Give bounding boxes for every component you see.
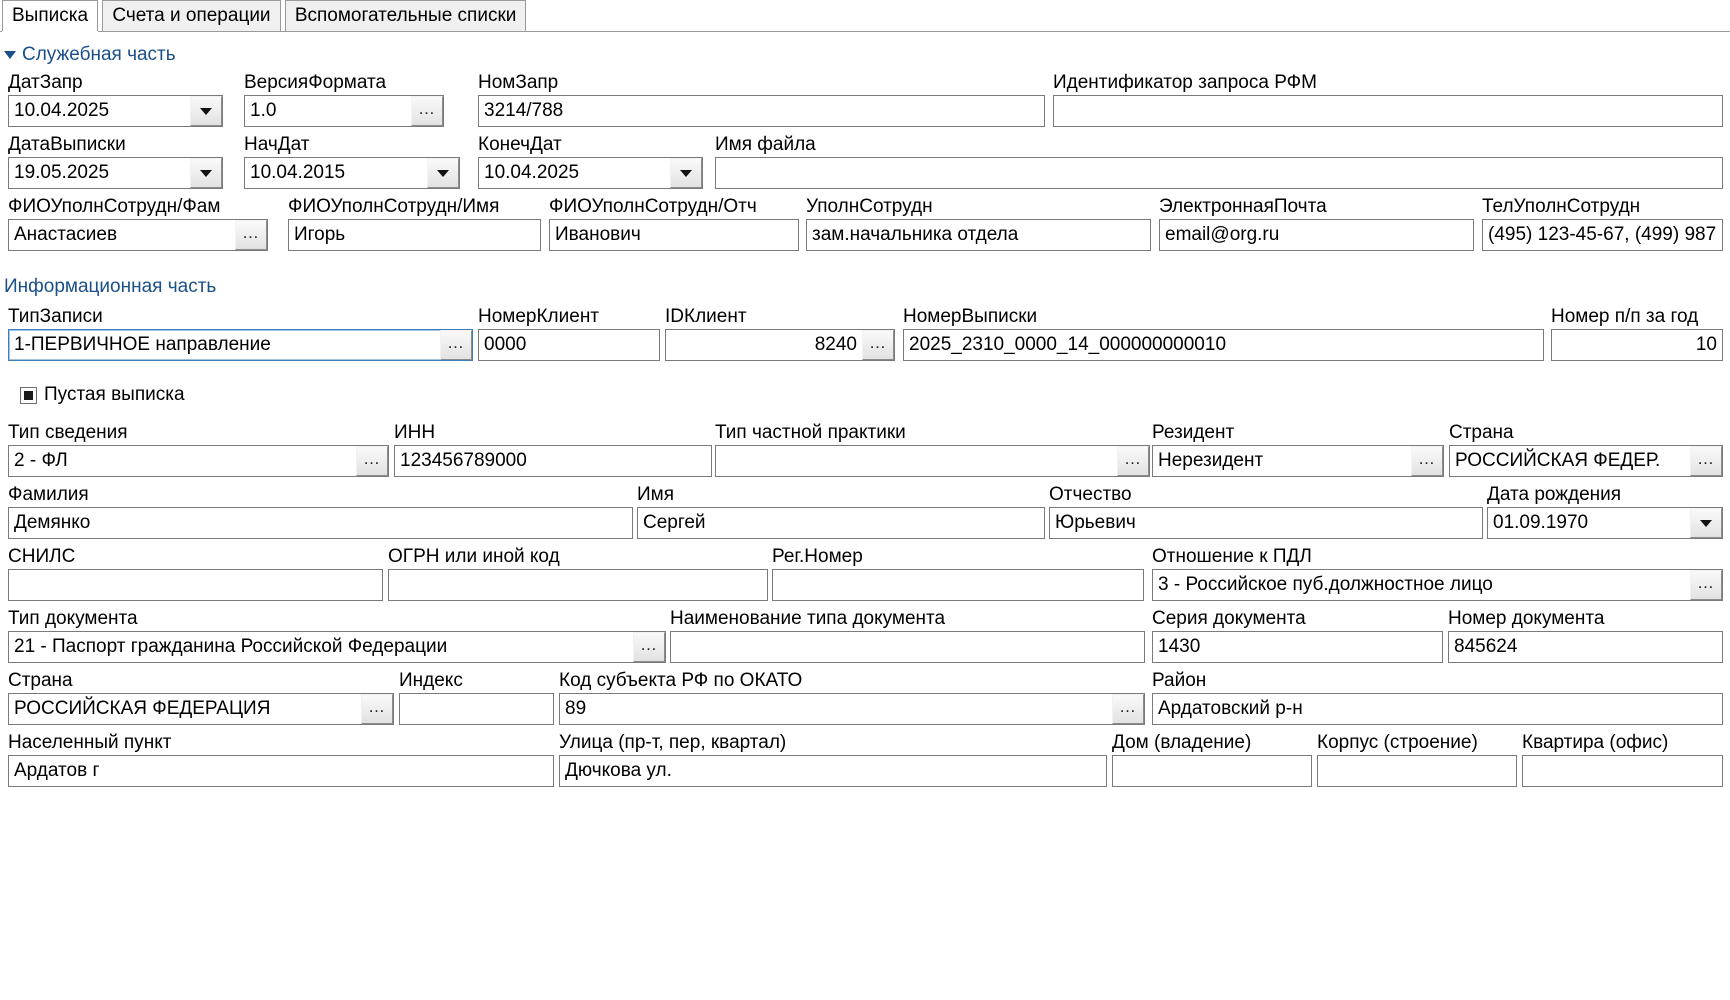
field-snils: [8, 546, 383, 601]
chevron-down-icon: [437, 170, 449, 177]
field-nomer-dokumenta: [1448, 608, 1723, 663]
input-fio-otch[interactable]: [549, 219, 799, 251]
value-rezident: Нерезидент: [1158, 450, 1264, 471]
input-otchestvo[interactable]: [1049, 507, 1483, 539]
input-reg-nomer[interactable]: [772, 569, 1144, 601]
label-email: ЭлектроннаяПочта: [1159, 196, 1327, 217]
label-ogrn: ОГРН или иной код: [388, 546, 560, 567]
value-nom-zapr: 3214/788: [484, 100, 564, 121]
label-nom-zapr: НомЗапр: [478, 72, 559, 93]
input-versiya-formata[interactable]: [244, 95, 444, 127]
label-nomer-dokumenta: Номер документа: [1448, 608, 1605, 629]
dropdown-button-dat-zapr[interactable]: [190, 96, 222, 126]
section-header-info: [0, 270, 1730, 300]
label-rezident: Резидент: [1152, 422, 1235, 443]
label-dat-zapr: ДатЗапр: [8, 72, 83, 93]
field-identifikator-rfm: [1053, 72, 1723, 127]
field-id-klient: [665, 306, 895, 361]
value-familiya: Демянко: [14, 512, 91, 533]
tab-vypiska[interactable]: Выписка: [2, 0, 98, 31]
ellipsis-button-strana-addr[interactable]: …: [361, 694, 393, 724]
field-imya-fayla: [715, 134, 1723, 189]
label-tel: ТелУполнСотрудн: [1482, 196, 1641, 217]
input-naselennyy-punkt[interactable]: [8, 755, 554, 787]
label-korpus: Корпус (строение): [1317, 732, 1478, 753]
value-upoln-sotrudn: зам.начальника отдела: [812, 224, 1019, 245]
input-tel[interactable]: [1482, 219, 1723, 251]
input-email[interactable]: [1159, 219, 1474, 251]
ellipsis-button-kod-okato[interactable]: …: [1112, 694, 1144, 724]
field-email: [1159, 196, 1474, 251]
chevron-down-icon: [1700, 520, 1712, 527]
field-tip-svedeniya: [8, 422, 389, 477]
field-fio-fam: [8, 196, 268, 251]
value-data-rozhdeniya: 01.09.1970: [1493, 512, 1589, 533]
input-naimenovanie-tipa-dok[interactable]: [670, 631, 1145, 663]
input-data-vypiski[interactable]: [8, 157, 223, 189]
label-imya: Имя: [637, 484, 675, 505]
client-row-4: [0, 604, 1730, 666]
value-otnoshenie-pdl: 3 - Российское пуб.должностное лицо: [1158, 574, 1493, 595]
value-otchestvo: Юрьевич: [1055, 512, 1136, 533]
label-nomer-vypiski: НомерВыписки: [903, 306, 1038, 327]
chevron-down-icon: [680, 170, 692, 177]
value-email: email@org.ru: [1165, 224, 1280, 245]
input-data-rozhdeniya[interactable]: [1487, 507, 1723, 539]
service-row-3: [0, 192, 1730, 260]
label-otchestvo: Отчество: [1049, 484, 1132, 505]
input-tip-chastnoy-praktiki[interactable]: [715, 445, 1150, 477]
field-seriya-dokumenta: [1152, 608, 1443, 663]
input-tip-zapisi[interactable]: [8, 329, 473, 361]
section-header-info-label: Информационная часть: [4, 276, 224, 297]
input-nomer-pp[interactable]: [1551, 329, 1723, 361]
input-nomer-klient[interactable]: [478, 329, 660, 361]
checkbox-pustaya-vypiska[interactable]: [20, 384, 185, 406]
service-row-2: [0, 130, 1730, 192]
field-rayon: [1152, 670, 1723, 725]
chevron-down-icon: [200, 108, 212, 115]
section-header-service-label: Служебная часть: [22, 44, 184, 65]
input-snils[interactable]: [8, 569, 383, 601]
client-row-6: [0, 728, 1730, 790]
value-fio-otch: Иванович: [555, 224, 641, 245]
label-tip-zapisi: ТипЗаписи: [8, 306, 103, 327]
value-tip-svedeniya: 2 - ФЛ: [14, 450, 68, 471]
input-otnoshenie-pdl[interactable]: [1152, 569, 1723, 601]
label-kod-okato: Код субъекта РФ по ОКАТО: [559, 670, 803, 691]
dropdown-button-data-vypiski[interactable]: [190, 158, 222, 188]
field-ogrn: [388, 546, 768, 601]
field-data-vypiski: [8, 134, 223, 189]
ellipsis-button-tip-svedeniya[interactable]: …: [356, 446, 388, 476]
divider: [0, 65, 1730, 66]
ellipsis-button-tip-dokumenta[interactable]: …: [633, 632, 665, 662]
input-strana-top[interactable]: [1449, 445, 1723, 477]
field-nomer-pp: [1551, 306, 1723, 361]
label-rayon: Район: [1152, 670, 1207, 691]
input-identifikator-rfm[interactable]: [1053, 95, 1723, 127]
info-row-1: [0, 300, 1730, 366]
field-tip-dokumenta: [8, 608, 666, 663]
label-reg-nomer: Рег.Номер: [772, 546, 863, 567]
dropdown-button-konech-dat[interactable]: [670, 158, 702, 188]
label-versiya-formata: ВерсияФормата: [244, 72, 387, 93]
value-naselennyy-punkt: Ардатов г: [14, 760, 100, 781]
input-nomer-dokumenta[interactable]: [1448, 631, 1723, 663]
label-strana-addr: Страна: [8, 670, 73, 691]
ellipsis-button-fio-fam[interactable]: …: [235, 220, 267, 250]
field-nach-dat: [244, 134, 460, 189]
service-row-1: [0, 68, 1730, 130]
field-fio-imya: [288, 196, 541, 251]
field-fio-otch: [549, 196, 799, 251]
field-nomer-klient: [478, 306, 660, 361]
field-inn: [394, 422, 712, 477]
value-ulitsa: Дючкова ул.: [565, 760, 672, 781]
label-identifikator-rfm: Идентификатор запроса РФМ: [1053, 72, 1317, 93]
value-tip-zapisi: 1-ПЕРВИЧНОЕ направление: [14, 334, 271, 355]
label-indeks: Индекс: [399, 670, 463, 691]
input-korpus[interactable]: [1317, 755, 1517, 787]
input-inn[interactable]: [394, 445, 712, 477]
ellipsis-button-rezident[interactable]: …: [1411, 446, 1443, 476]
input-imya[interactable]: [637, 507, 1045, 539]
label-strana-top: Страна: [1449, 422, 1514, 443]
value-nomer-dokumenta: 845624: [1454, 636, 1518, 657]
input-ogrn[interactable]: [388, 569, 768, 601]
value-fio-fam: Анастасиев: [14, 224, 118, 245]
input-kod-okato[interactable]: [559, 693, 1145, 725]
value-nach-dat: 10.04.2015: [250, 162, 346, 183]
input-strana-addr[interactable]: [8, 693, 394, 725]
label-nomer-pp: Номер п/п за год: [1551, 306, 1699, 327]
input-dat-zapr[interactable]: [8, 95, 223, 127]
value-tip-dokumenta: 21 - Паспорт гражданина Российской Федерации: [14, 636, 448, 657]
field-dat-zapr: [8, 72, 223, 127]
input-konech-dat[interactable]: [478, 157, 703, 189]
value-id-klient: 8240: [814, 334, 857, 355]
ellipsis-button-otnoshenie-pdl[interactable]: …: [1690, 570, 1722, 600]
label-familiya: Фамилия: [8, 484, 89, 505]
section-header-service[interactable]: [0, 38, 1730, 68]
field-kod-okato: [559, 670, 1145, 725]
label-naselennyy-punkt: Населенный пункт: [8, 732, 172, 753]
checkbox-icon[interactable]: [20, 387, 37, 404]
checkbox-label-pustaya-vypiska: Пустая выписка: [44, 384, 185, 405]
field-data-rozhdeniya: [1487, 484, 1723, 539]
field-strana-top: [1449, 422, 1723, 477]
label-fio-imya: ФИОУполнСотрудн/Имя: [288, 196, 500, 217]
label-fio-otch: ФИОУполнСотрудн/Отч: [549, 196, 757, 217]
field-nomer-vypiski: [903, 306, 1544, 361]
field-naimenovanie-tipa-dok: [670, 608, 1145, 663]
input-indeks[interactable]: [399, 693, 554, 725]
label-naimenovanie-tipa-dok: Наименование типа документа: [670, 608, 946, 629]
value-strana-addr: РОССИЙСКАЯ ФЕДЕРАЦИЯ: [14, 698, 271, 719]
ellipsis-button-tip-chastnoy-praktiki[interactable]: …: [1117, 446, 1149, 476]
field-tel: [1482, 196, 1723, 251]
value-tel: (495) 123-45-67, (499) 987: [1488, 224, 1717, 245]
label-otnoshenie-pdl: Отношение к ПДЛ: [1152, 546, 1312, 567]
field-imya: [637, 484, 1045, 539]
input-tip-dokumenta[interactable]: [8, 631, 666, 663]
label-fio-fam: ФИОУполнСотрудн/Фам: [8, 196, 221, 217]
value-imya: Сергей: [643, 512, 706, 533]
label-ulitsa: Улица (пр-т, пер, квартал): [559, 732, 787, 753]
input-nom-zapr[interactable]: [478, 95, 1045, 127]
field-versiya-formata: [244, 72, 444, 127]
field-nom-zapr: [478, 72, 1045, 127]
input-nomer-vypiski[interactable]: [903, 329, 1544, 361]
input-id-klient[interactable]: [665, 329, 895, 361]
label-dom: Дом (владение): [1112, 732, 1252, 753]
label-tip-dokumenta: Тип документа: [8, 608, 138, 629]
label-tip-chastnoy-praktiki: Тип частной практики: [715, 422, 906, 443]
field-naselennyy-punkt: [8, 732, 554, 787]
field-indeks: [399, 670, 554, 725]
field-kvartira: [1522, 732, 1723, 787]
triangle-down-icon[interactable]: [4, 51, 16, 59]
field-tip-chastnoy-praktiki: [715, 422, 1150, 477]
checkbox-row: [0, 366, 1730, 418]
label-data-rozhdeniya: Дата рождения: [1487, 484, 1622, 505]
label-snils: СНИЛС: [8, 546, 76, 567]
value-strana-top: РОССИЙСКАЯ ФЕДЕР.: [1455, 450, 1661, 471]
input-dom[interactable]: [1112, 755, 1312, 787]
value-dat-zapr: 10.04.2025: [14, 100, 110, 121]
value-nomer-klient: 0000: [484, 334, 527, 355]
value-rayon: Ардатовский р-н: [1158, 698, 1303, 719]
field-upoln-sotrudn: [806, 196, 1151, 251]
field-dom: [1112, 732, 1312, 787]
label-konech-dat: КонечДат: [478, 134, 562, 155]
label-kvartira: Квартира (офис): [1522, 732, 1669, 753]
field-familiya: [8, 484, 633, 539]
label-imya-fayla: Имя файла: [715, 134, 816, 155]
input-familiya[interactable]: [8, 507, 633, 539]
field-otnoshenie-pdl: [1152, 546, 1723, 601]
label-seriya-dokumenta: Серия документа: [1152, 608, 1306, 629]
value-nomer-vypiski: 2025_2310_0000_14_000000000010: [909, 334, 1227, 355]
ellipsis-button-versiya-formata[interactable]: …: [411, 96, 443, 126]
field-reg-nomer: [772, 546, 1144, 601]
label-upoln-sotrudn: УполнСотрудн: [806, 196, 933, 217]
input-seriya-dokumenta[interactable]: [1152, 631, 1443, 663]
client-row-1: [0, 418, 1730, 480]
input-fio-fam[interactable]: [8, 219, 268, 251]
tab-bar: [0, 0, 1730, 32]
client-row-5: [0, 666, 1730, 728]
chevron-down-icon: [200, 170, 212, 177]
value-konech-dat: 10.04.2025: [484, 162, 580, 183]
label-tip-svedeniya: Тип сведения: [8, 422, 128, 443]
value-data-vypiski: 19.05.2025: [14, 162, 110, 183]
value-nomer-pp: 10: [1695, 334, 1717, 355]
value-versiya-formata: 1.0: [250, 100, 277, 121]
value-inn: 123456789000: [400, 450, 527, 471]
field-konech-dat: [478, 134, 703, 189]
tab-vspomogatelnye-spiski[interactable]: Вспомогательные списки: [285, 0, 527, 31]
value-fio-imya: Игорь: [294, 224, 346, 245]
label-nach-dat: НачДат: [244, 134, 310, 155]
label-inn: ИНН: [394, 422, 436, 443]
input-tip-svedeniya[interactable]: [8, 445, 389, 477]
label-nomer-klient: НомерКлиент: [478, 306, 600, 327]
input-fio-imya[interactable]: [288, 219, 541, 251]
field-ulitsa: [559, 732, 1107, 787]
divider: [0, 297, 1730, 298]
value-kod-okato: 89: [565, 698, 587, 719]
client-row-3: [0, 542, 1730, 604]
ellipsis-button-id-klient[interactable]: …: [862, 330, 894, 360]
field-korpus: [1317, 732, 1517, 787]
field-tip-zapisi: [8, 306, 473, 361]
field-rezident: [1152, 422, 1444, 477]
input-kvartira[interactable]: [1522, 755, 1723, 787]
client-row-2: [0, 480, 1730, 542]
ellipsis-button-strana-top[interactable]: …: [1690, 446, 1722, 476]
input-rayon[interactable]: [1152, 693, 1723, 725]
value-seriya-dokumenta: 1430: [1158, 636, 1201, 657]
tab-scheta-i-operacii[interactable]: Счета и операции: [102, 0, 280, 31]
input-ulitsa[interactable]: [559, 755, 1107, 787]
dropdown-button-data-rozhdeniya[interactable]: [1690, 508, 1722, 538]
input-imya-fayla[interactable]: [715, 157, 1723, 189]
field-otchestvo: [1049, 484, 1483, 539]
label-data-vypiski: ДатаВыписки: [8, 134, 126, 155]
input-upoln-sotrudn[interactable]: [806, 219, 1151, 251]
ellipsis-button-tip-zapisi[interactable]: …: [440, 330, 472, 360]
field-strana-addr: [8, 670, 394, 725]
input-rezident[interactable]: [1152, 445, 1444, 477]
dropdown-button-nach-dat[interactable]: [427, 158, 459, 188]
label-id-klient: IDКлиент: [665, 306, 747, 327]
input-nach-dat[interactable]: [244, 157, 460, 189]
